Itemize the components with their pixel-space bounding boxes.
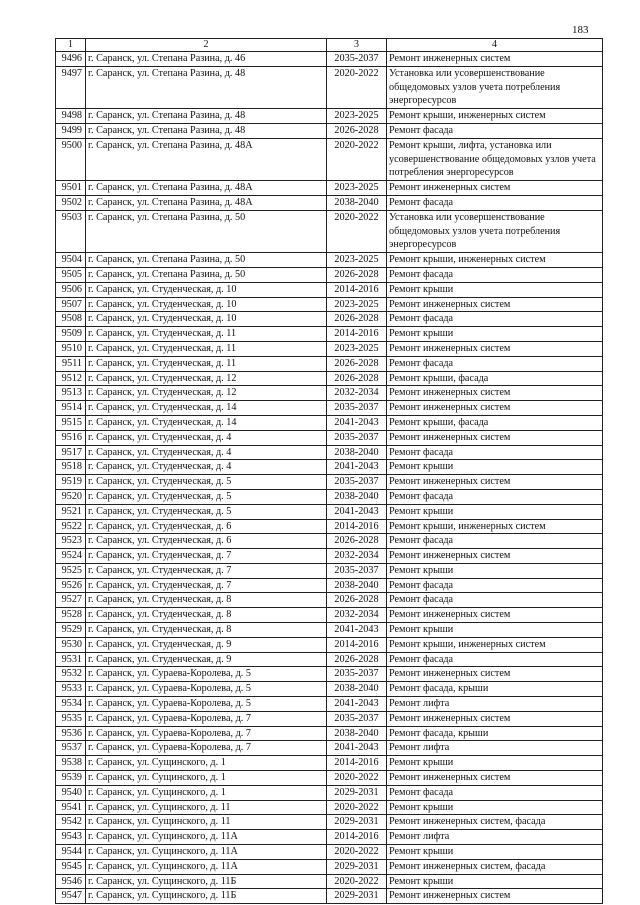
column-header-1: 1 [56,39,86,52]
row-number-cell: 9521 [56,504,86,519]
row-number-cell: 9496 [56,52,86,67]
row-number-cell: 9539 [56,771,86,786]
row-number-cell: 9502 [56,195,86,210]
address-cell: г. Саранск, ул. Сураева-Королева, д. 7 [86,726,327,741]
page-number: 183 [572,24,589,36]
address-cell: г. Саранск, ул. Степана Разина, д. 46 [86,52,327,67]
address-cell: г. Саранск, ул. Студенческая, д. 9 [86,637,327,652]
work-type-cell: Ремонт лифта [387,741,603,756]
address-cell: г. Саранск, ул. Студенческая, д. 14 [86,415,327,430]
period-cell: 2032-2034 [327,608,387,623]
table-row [56,52,603,67]
work-type-cell: Ремонт фасада [387,534,603,549]
capital-repair-table [55,38,603,904]
column-header-2: 2 [86,39,327,52]
table-row [56,682,603,697]
work-type-cell: Ремонт инженерных систем [387,889,603,904]
period-cell: 2038-2040 [327,489,387,504]
table-row [56,181,603,196]
work-type-cell: Ремонт крыши [387,845,603,860]
table-row [56,489,603,504]
period-cell: 2041-2043 [327,460,387,475]
address-cell: г. Саранск, ул. Студенческая, д. 11 [86,356,327,371]
table-row [56,195,603,210]
address-cell: г. Саранск, ул. Студенческая, д. 12 [86,386,327,401]
work-type-cell: Ремонт инженерных систем, фасада [387,815,603,830]
work-type-cell: Ремонт инженерных систем [387,608,603,623]
table-row [56,623,603,638]
row-number-cell: 9522 [56,519,86,534]
work-type-cell: Ремонт инженерных систем [387,401,603,416]
period-cell: 2026-2028 [327,356,387,371]
table-row [56,327,603,342]
row-number-cell: 9509 [56,327,86,342]
table-row [56,210,603,252]
period-cell: 2035-2037 [327,667,387,682]
period-cell: 2023-2025 [327,181,387,196]
row-number-cell: 9503 [56,210,86,252]
period-cell: 2026-2028 [327,534,387,549]
work-type-cell: Ремонт инженерных систем [387,386,603,401]
table-row [56,830,603,845]
row-number-cell: 9537 [56,741,86,756]
work-type-cell: Ремонт фасада [387,445,603,460]
work-type-cell: Ремонт инженерных систем [387,771,603,786]
work-type-cell: Ремонт фасада [387,652,603,667]
work-type-cell: Ремонт крыши [387,623,603,638]
period-cell: 2020-2022 [327,874,387,889]
address-cell: г. Саранск, ул. Степана Разина, д. 50 [86,210,327,252]
address-cell: г. Саранск, ул. Студенческая, д. 10 [86,282,327,297]
work-type-cell: Ремонт инженерных систем [387,181,603,196]
work-type-cell: Ремонт фасада, крыши [387,682,603,697]
address-cell: г. Саранск, ул. Степана Разина, д. 48А [86,181,327,196]
work-type-cell: Ремонт крыши [387,756,603,771]
period-cell: 2020-2022 [327,771,387,786]
work-type-cell: Ремонт инженерных систем [387,549,603,564]
address-cell: г. Саранск, ул. Студенческая, д. 5 [86,475,327,490]
period-cell: 2026-2028 [327,593,387,608]
address-cell: г. Саранск, ул. Степана Разина, д. 48 [86,109,327,124]
table-row [56,356,603,371]
address-cell: г. Саранск, ул. Степана Разина, д. 48 [86,123,327,138]
address-cell: г. Саранск, ул. Сущинского, д. 1 [86,756,327,771]
work-type-cell: Установка или усовершенствование общедомовых узлов учета потребления энергоресурсов [387,210,603,252]
period-cell: 2014-2016 [327,637,387,652]
row-number-cell: 9545 [56,859,86,874]
address-cell: г. Саранск, ул. Сущинского, д. 11Б [86,874,327,889]
row-number-cell: 9542 [56,815,86,830]
address-cell: г. Саранск, ул. Студенческая, д. 7 [86,578,327,593]
row-number-cell: 9527 [56,593,86,608]
address-cell: г. Саранск, ул. Студенческая, д. 8 [86,623,327,638]
period-cell: 2032-2034 [327,549,387,564]
work-type-cell: Ремонт крыши, инженерных систем [387,253,603,268]
period-cell: 2041-2043 [327,415,387,430]
work-type-cell: Ремонт крыши, фасада [387,371,603,386]
row-number-cell: 9524 [56,549,86,564]
row-number-cell: 9506 [56,282,86,297]
row-number-cell: 9498 [56,109,86,124]
row-number-cell: 9535 [56,711,86,726]
period-cell: 2020-2022 [327,845,387,860]
row-number-cell: 9536 [56,726,86,741]
table-row [56,859,603,874]
table-row [56,578,603,593]
period-cell: 2014-2016 [327,327,387,342]
work-type-cell: Ремонт фасада [387,593,603,608]
period-cell: 2026-2028 [327,123,387,138]
row-number-cell: 9513 [56,386,86,401]
address-cell: г. Саранск, ул. Студенческая, д. 4 [86,460,327,475]
address-cell: г. Саранск, ул. Сущинского, д. 11 [86,800,327,815]
table-row [56,253,603,268]
period-cell: 2029-2031 [327,785,387,800]
period-cell: 2038-2040 [327,682,387,697]
row-number-cell: 9538 [56,756,86,771]
period-cell: 2023-2025 [327,297,387,312]
row-number-cell: 9547 [56,889,86,904]
table-row [56,593,603,608]
column-number-row [56,39,603,52]
work-type-cell: Ремонт крыши [387,504,603,519]
row-number-cell: 9529 [56,623,86,638]
period-cell: 2023-2025 [327,253,387,268]
work-type-cell: Ремонт крыши, инженерных систем [387,109,603,124]
table-row [56,386,603,401]
table-row [56,845,603,860]
work-type-cell: Ремонт фасада [387,195,603,210]
period-cell: 2026-2028 [327,371,387,386]
row-number-cell: 9517 [56,445,86,460]
row-number-cell: 9505 [56,267,86,282]
address-cell: г. Саранск, ул. Студенческая, д. 7 [86,563,327,578]
table-row [56,889,603,904]
row-number-cell: 9540 [56,785,86,800]
table-row [56,667,603,682]
period-cell: 2020-2022 [327,66,387,108]
period-cell: 2014-2016 [327,282,387,297]
work-type-cell: Ремонт фасада, крыши [387,726,603,741]
period-cell: 2035-2037 [327,430,387,445]
table-row [56,282,603,297]
column-header-3: 3 [327,39,387,52]
work-type-cell: Ремонт инженерных систем [387,52,603,67]
period-cell: 2014-2016 [327,519,387,534]
table-row [56,445,603,460]
row-number-cell: 9518 [56,460,86,475]
row-number-cell: 9501 [56,181,86,196]
work-type-cell: Ремонт крыши [387,800,603,815]
table-row [56,637,603,652]
table-row [56,267,603,282]
address-cell: г. Саранск, ул. Студенческая, д. 11 [86,341,327,356]
period-cell: 2038-2040 [327,195,387,210]
period-cell: 2014-2016 [327,830,387,845]
address-cell: г. Саранск, ул. Сущинского, д. 1 [86,771,327,786]
table-row [56,519,603,534]
period-cell: 2026-2028 [327,267,387,282]
address-cell: г. Саранск, ул. Сураева-Королева, д. 7 [86,741,327,756]
row-number-cell: 9530 [56,637,86,652]
row-number-cell: 9508 [56,312,86,327]
period-cell: 2035-2037 [327,563,387,578]
work-type-cell: Ремонт крыши, инженерных систем [387,519,603,534]
work-type-cell: Ремонт крыши [387,282,603,297]
table-row [56,771,603,786]
address-cell: г. Саранск, ул. Студенческая, д. 12 [86,371,327,386]
work-type-cell: Ремонт крыши [387,563,603,578]
table-row [56,297,603,312]
table-row [56,430,603,445]
row-number-cell: 9510 [56,341,86,356]
table-row [56,800,603,815]
row-number-cell: 9499 [56,123,86,138]
table-row [56,66,603,108]
row-number-cell: 9531 [56,652,86,667]
work-type-cell: Ремонт инженерных систем [387,475,603,490]
row-number-cell: 9514 [56,401,86,416]
address-cell: г. Саранск, ул. Сураева-Королева, д. 5 [86,697,327,712]
table-row [56,415,603,430]
period-cell: 2029-2031 [327,859,387,874]
row-number-cell: 9543 [56,830,86,845]
work-type-cell: Ремонт инженерных систем, фасада [387,859,603,874]
work-type-cell: Установка или усовершенствование общедомовых узлов учета потребления энергоресурсов [387,66,603,108]
row-number-cell: 9528 [56,608,86,623]
address-cell: г. Саранск, ул. Студенческая, д. 5 [86,504,327,519]
work-type-cell: Ремонт лифта [387,697,603,712]
work-type-cell: Ремонт инженерных систем [387,297,603,312]
period-cell: 2026-2028 [327,652,387,667]
period-cell: 2038-2040 [327,726,387,741]
table-row [56,460,603,475]
work-type-cell: Ремонт фасада [387,785,603,800]
work-type-cell: Ремонт инженерных систем [387,341,603,356]
address-cell: г. Саранск, ул. Студенческая, д. 5 [86,489,327,504]
row-number-cell: 9532 [56,667,86,682]
address-cell: г. Саранск, ул. Сущинского, д. 11А [86,830,327,845]
address-cell: г. Саранск, ул. Степана Разина, д. 50 [86,267,327,282]
address-cell: г. Саранск, ул. Студенческая, д. 7 [86,549,327,564]
period-cell: 2041-2043 [327,741,387,756]
address-cell: г. Саранск, ул. Студенческая, д. 6 [86,519,327,534]
period-cell: 2035-2037 [327,401,387,416]
work-type-cell: Ремонт крыши, фасада [387,415,603,430]
address-cell: г. Саранск, ул. Степана Разина, д. 48А [86,195,327,210]
work-type-cell: Ремонт фасада [387,312,603,327]
address-cell: г. Саранск, ул. Студенческая, д. 4 [86,430,327,445]
work-type-cell: Ремонт крыши, инженерных систем [387,637,603,652]
address-cell: г. Саранск, ул. Сураева-Королева, д. 7 [86,711,327,726]
row-number-cell: 9511 [56,356,86,371]
period-cell: 2020-2022 [327,210,387,252]
period-cell: 2029-2031 [327,815,387,830]
work-type-cell: Ремонт инженерных систем [387,430,603,445]
work-type-cell: Ремонт фасада [387,123,603,138]
address-cell: г. Саранск, ул. Студенческая, д. 8 [86,608,327,623]
address-cell: г. Саранск, ул. Студенческая, д. 8 [86,593,327,608]
row-number-cell: 9497 [56,66,86,108]
table-row [56,549,603,564]
table-row [56,312,603,327]
period-cell: 2035-2037 [327,711,387,726]
row-number-cell: 9534 [56,697,86,712]
address-cell: г. Саранск, ул. Степана Разина, д. 50 [86,253,327,268]
row-number-cell: 9507 [56,297,86,312]
table-row [56,874,603,889]
period-cell: 2023-2025 [327,109,387,124]
table-row [56,652,603,667]
row-number-cell: 9525 [56,563,86,578]
address-cell: г. Саранск, ул. Степана Разина, д. 48 [86,66,327,108]
address-cell: г. Саранск, ул. Сущинского, д. 11А [86,859,327,874]
address-cell: г. Саранск, ул. Студенческая, д. 11 [86,327,327,342]
period-cell: 2032-2034 [327,386,387,401]
address-cell: г. Саранск, ул. Студенческая, д. 6 [86,534,327,549]
period-cell: 2041-2043 [327,504,387,519]
row-number-cell: 9515 [56,415,86,430]
address-cell: г. Саранск, ул. Сущинского, д. 1 [86,785,327,800]
table-row [56,123,603,138]
work-type-cell: Ремонт лифта [387,830,603,845]
work-type-cell: Ремонт крыши, лифта, установка или усовершенствование общедомовых узлов учета потребления энергоресурсов [387,138,603,180]
period-cell: 2026-2028 [327,312,387,327]
table-row [56,741,603,756]
row-number-cell: 9512 [56,371,86,386]
period-cell: 2038-2040 [327,578,387,593]
table-row [56,726,603,741]
work-type-cell: Ремонт инженерных систем [387,667,603,682]
row-number-cell: 9533 [56,682,86,697]
work-type-cell: Ремонт крыши [387,460,603,475]
table-row [56,341,603,356]
period-cell: 2041-2043 [327,697,387,712]
address-cell: г. Саранск, ул. Сураева-Королева, д. 5 [86,682,327,697]
work-type-cell: Ремонт фасада [387,267,603,282]
work-type-cell: Ремонт фасада [387,578,603,593]
table-row [56,475,603,490]
address-cell: г. Саранск, ул. Студенческая, д. 4 [86,445,327,460]
row-number-cell: 9516 [56,430,86,445]
address-cell: г. Саранск, ул. Сущинского, д. 11 [86,815,327,830]
table-row [56,138,603,180]
period-cell: 2035-2037 [327,475,387,490]
period-cell: 2014-2016 [327,756,387,771]
table-row [56,785,603,800]
row-number-cell: 9520 [56,489,86,504]
table-row [56,563,603,578]
row-number-cell: 9519 [56,475,86,490]
period-cell: 2029-2031 [327,889,387,904]
address-cell: г. Саранск, ул. Сущинского, д. 11А [86,845,327,860]
period-cell: 2041-2043 [327,623,387,638]
row-number-cell: 9523 [56,534,86,549]
address-cell: г. Саранск, ул. Сураева-Королева, д. 5 [86,667,327,682]
row-number-cell: 9546 [56,874,86,889]
table-row [56,756,603,771]
row-number-cell: 9544 [56,845,86,860]
period-cell: 2020-2022 [327,138,387,180]
table-row [56,401,603,416]
period-cell: 2038-2040 [327,445,387,460]
table-row [56,534,603,549]
table-row [56,697,603,712]
period-cell: 2023-2025 [327,341,387,356]
row-number-cell: 9541 [56,800,86,815]
table-body [56,52,603,904]
work-type-cell: Ремонт фасада [387,356,603,371]
period-cell: 2020-2022 [327,800,387,815]
table-row [56,815,603,830]
work-type-cell: Ремонт инженерных систем [387,711,603,726]
row-number-cell: 9500 [56,138,86,180]
period-cell: 2035-2037 [327,52,387,67]
address-cell: г. Саранск, ул. Сущинского, д. 11Б [86,889,327,904]
work-type-cell: Ремонт фасада [387,489,603,504]
address-cell: г. Саранск, ул. Студенческая, д. 14 [86,401,327,416]
address-cell: г. Саранск, ул. Степана Разина, д. 48А [86,138,327,180]
work-type-cell: Ремонт крыши [387,874,603,889]
table-row [56,371,603,386]
address-cell: г. Саранск, ул. Студенческая, д. 10 [86,312,327,327]
table-row [56,504,603,519]
row-number-cell: 9526 [56,578,86,593]
work-type-cell: Ремонт крыши [387,327,603,342]
address-cell: г. Саранск, ул. Студенческая, д. 10 [86,297,327,312]
address-cell: г. Саранск, ул. Студенческая, д. 9 [86,652,327,667]
table-row [56,608,603,623]
row-number-cell: 9504 [56,253,86,268]
table-row [56,711,603,726]
column-header-4: 4 [387,39,603,52]
table-row [56,109,603,124]
